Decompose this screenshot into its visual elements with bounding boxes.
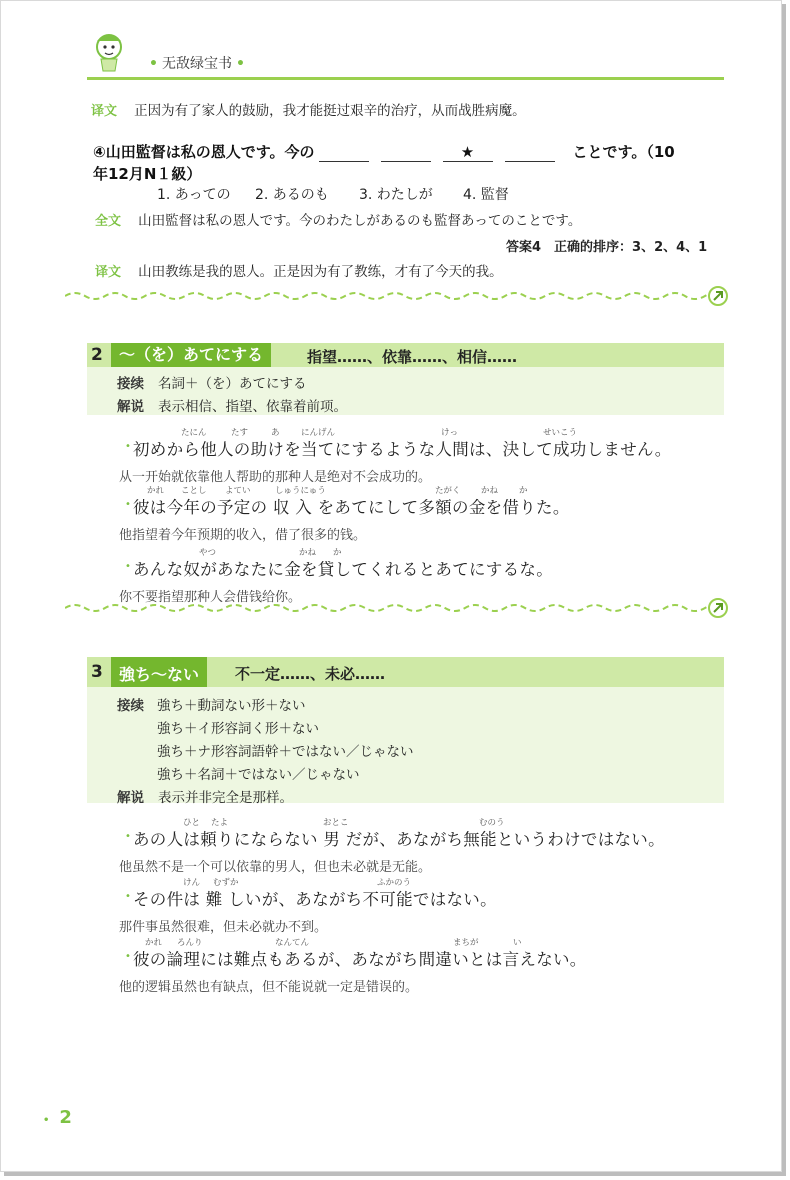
section2-number: 2 [91,345,103,365]
example-jp: 彼は今年の予定の 収 入 をあてにして多額の金を借りた。 [133,498,570,517]
option: 3. わたしが [359,187,433,203]
example-cn: 从一开始就依靠他人帮助的那种人是绝对不会成功的。 [119,470,432,485]
ruby: よてい [225,486,251,496]
connect-label: 接续 [117,376,144,392]
translation2-label: 译文 [95,265,122,280]
ruby: か [519,486,528,496]
ruby: まちが [453,938,479,948]
explain-label: 解说 [117,790,144,806]
section2-meaning: 指望……、依靠……、相信…… [307,348,518,366]
example [119,818,665,875]
ruby: なんてん [275,938,310,948]
wavy-divider [65,289,725,303]
ruby: むのう [479,818,505,828]
question-tail: ことです。（10 [572,143,675,161]
ruby: やつ [199,548,217,558]
ruby: しゅうにゅう [275,486,326,496]
explain-text: 表示相信、指望、依靠着前项。 [158,399,347,415]
ruby: おとこ [323,818,349,828]
option: 2. あるのも [255,187,329,203]
answer-blank-star: ★ [443,143,493,162]
ruby: にんげん [301,428,336,438]
bullet-icon: • [125,561,131,572]
ruby: ことし [181,486,207,496]
ruby: せいこう [543,428,578,438]
example-cn: 那件事虽然很难，但未必就办不到。 [119,920,328,935]
section2-bar [87,343,724,367]
book-title: • 无敌绿宝书 • [149,56,245,72]
section3-meaning: 不一定……、未必…… [235,665,386,683]
example [119,486,570,543]
connect-label: 接续 [117,698,144,714]
bullet-icon: • [125,831,131,842]
example-jp: あの人は頼りにならない 男 だが、あながち無能というわけではない。 [133,830,665,849]
ruby: あ [271,428,280,438]
bullet-icon: • [125,951,131,962]
full-text: 山田監督は私の恩人です。今のわたしがあるのも監督あってのことです。 [138,213,582,229]
answer-blank [505,143,555,162]
connect-text: 強ち＋動詞ない形＋ない [157,698,306,714]
header-rule [87,77,724,80]
example-cn: 他的逻辑虽然也有缺点，但不能说就一定是错误的。 [119,980,419,995]
mascot-icon [87,29,133,75]
example [119,938,587,995]
option: 4. 監督 [463,187,509,203]
section2-body [87,367,724,415]
option: 1. あっての [157,187,231,203]
ruby: ろんり [177,938,203,948]
ruby: けん [183,878,201,888]
section3-keyword-ruby: あながち [115,645,147,654]
ruby: むずか [213,878,239,888]
question-line-2: 年12月N１級） [93,165,202,183]
wavy-divider [65,601,725,615]
bullet-icon: • [125,499,131,510]
page-number-text: 2 [59,1107,72,1128]
section2-keyword: ～（を）あてにする [111,343,271,367]
answer-line: 答案4 正确的排序：3、2、4、1 [506,240,708,255]
example-cn: 你不要指望那种人会借钱给你。 [119,590,302,605]
full-label: 全文 [95,214,122,229]
ruby: か [333,548,342,558]
connect-text: 強ち＋イ形容詞く形＋ない [157,721,319,737]
example-jp: あんな奴があなたに金を貸してくれるとあてにするな。 [133,560,553,579]
explain-label: 解说 [117,399,144,415]
ruby: かね [481,486,499,496]
options-row [157,184,509,204]
ruby: たよ [211,818,229,828]
translation-row [91,99,526,119]
answer-blank [319,143,369,162]
explain-text: 表示并非完全是那样。 [158,790,293,806]
example-cn: 他虽然不是一个可以依靠的男人，但也未必就是无能。 [119,860,432,875]
section2-connect-row [117,372,307,392]
question-lead: ④山田監督は私の恩人です。今の [93,143,315,161]
bullet-icon: • [125,441,131,452]
ruby: ひと [183,818,201,828]
section3-connect-row [117,694,158,714]
ruby: かね [299,548,317,558]
ruby: かれ [145,938,163,948]
translation2-row [95,260,503,280]
connect-text: 強ち＋名詞＋ではない／じゃない [157,767,360,783]
scissors-icon [705,595,731,621]
ruby: い [513,938,522,948]
section3-bar [87,645,724,687]
ruby: たす [231,428,249,438]
section3-body [87,687,724,806]
ruby: ふかのう [377,878,412,888]
section3-number: 3 [91,662,103,682]
section2-explain-row [117,395,347,415]
ruby: けっ [441,428,459,438]
full-text-row [95,209,581,229]
section3-keyword: 強ち～ない [119,665,200,684]
translation-label: 译文 [91,104,118,119]
page-number: • 2 [43,1107,72,1128]
section3-keyword-box [111,645,207,687]
scissors-icon [705,283,731,309]
translation2-text: 山田教练是我的恩人。正是因为有了教练，才有了今天的我。 [138,264,503,280]
connect-text: 強ち＋ナ形容詞語幹＋ではない／じゃない [157,744,414,760]
example [119,878,497,935]
section3-explain-row [117,786,293,806]
translation-text: 正因为有了家人的鼓励，我才能挺过艰辛的治疗，从而战胜病魔。 [134,103,526,119]
ruby: たにん [181,428,207,438]
example-jp: 彼の論理には難点もあるが、あながち間違いとは言えない。 [133,950,587,969]
example-jp: 初めから他人の助けを当てにするような人間は、決して成功しません。 [133,440,672,459]
connect-text: 名詞＋（を）あてにする [158,376,307,392]
question-line-1 [93,141,675,162]
example [119,548,553,605]
answer-blank [381,143,431,162]
ruby: たがく [435,486,461,496]
example-jp: その件は 難 しいが、あながち不可能ではない。 [133,890,497,909]
ruby: かれ [147,486,165,496]
example-cn: 他指望着今年预期的收入，借了很多的钱。 [119,528,367,543]
example [119,428,672,485]
bullet-icon: • [125,891,131,902]
